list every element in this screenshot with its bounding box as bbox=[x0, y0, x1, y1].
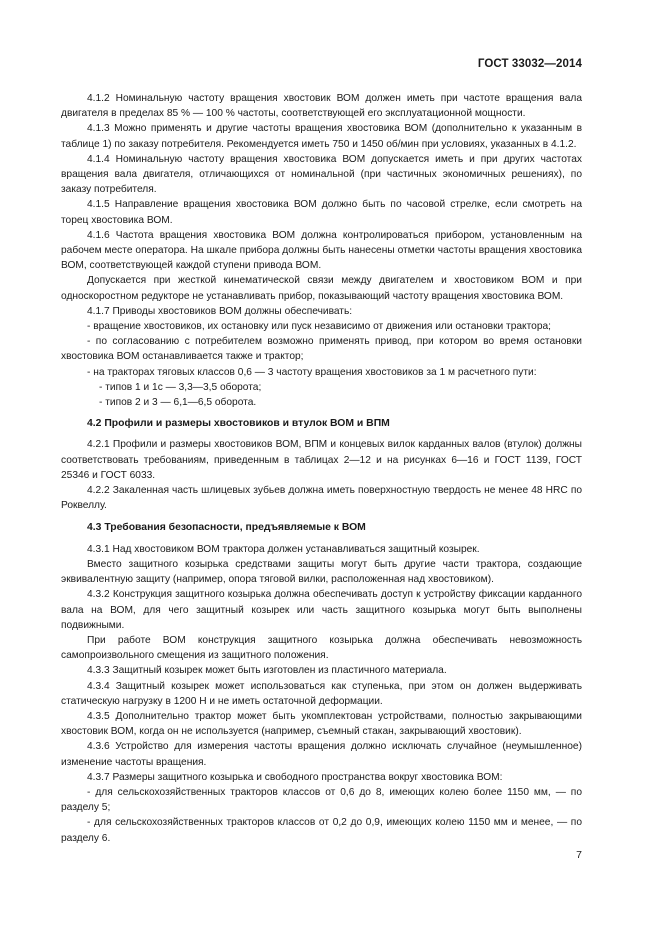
paragraph-4-2-2: 4.2.2 Закаленная часть шлицевых зубьев должна иметь поверхностную твердость не менее 48 HRC по Роквеллу. bbox=[61, 485, 582, 512]
list-item: - вращение хвостовиков, их остановку или пуск независимо от движения или остановки трактора; bbox=[87, 321, 552, 333]
paragraph-4-3-5: 4.3.5 Дополнительно трактор может быть укомплектован устройствами, полностью закрывающими хвостовик ВОМ, когда он не используется (например, съемный стакан, закрывающий хвостовик). bbox=[61, 710, 582, 738]
list-item: - для сельскохозяйственных тракторов классов от 0,6 до 8, имеющих колею более 1150 мм, — по разделу 5; bbox=[61, 786, 582, 814]
list-item: - по согласованию с потребителем возможно применять привод, при котором во время остановки хвостовика ВОМ останавливается также и трактор; bbox=[61, 336, 582, 363]
paragraph-4-1-7: 4.1.7 Приводы хвостовиков ВОМ должны обеспечивать: bbox=[87, 305, 353, 317]
sub-list-item: - типов 1 и 1с — 3,3—3,5 оборота; bbox=[99, 381, 262, 393]
page-number: 7 bbox=[576, 849, 582, 861]
paragraph-4-2-1: 4.2.1 Профили и размеры хвостовиков ВОМ, ВПМ и концевых вилок карданных валов (втулок) должны соответствовать требованиям, приведенным в таблицах 2—12 и на рисунках 6—16 и ГОСТ 1139, ГОСТ 25346 и ГОСТ 6033. bbox=[61, 439, 582, 481]
paragraph-4-1-2: 4.1.2 Номинальную частоту вращения хвостовик ВОМ должен иметь при частоте вращения вала двигателя в пределах 85 % — 100 % частоты, соответствующей его эксплуатационной мощности. bbox=[61, 93, 582, 120]
sub-list-item: - типов 2 и 3 — 6,1—6,5 оборота. bbox=[99, 397, 257, 409]
paragraph-4-3-2-note: При работе ВОМ конструкция защитного козырька должна обеспечивать невозможность самопроизвольного смещения из защитного положения. bbox=[61, 634, 582, 662]
paragraph-4-3-1: 4.3.1 Над хвостовиком ВОМ трактора должен устанавливаться защитный козырек. bbox=[87, 543, 480, 555]
paragraph-4-3-2: 4.3.2 Конструкция защитного козырька должна обеспечивать доступ к устройству фиксации карданного вала на ВОМ, для чего защитный козырек или часть защитного козырька могут быть выполнены подвижными. bbox=[61, 589, 582, 631]
document-body bbox=[61, 91, 582, 846]
paragraph-4-3-4: 4.3.4 Защитный козырек может использоваться как ступенька, при этом он должен выдерживать статическую нагрузку в 1200 Н и не иметь остаточной деформации. bbox=[61, 680, 582, 707]
section-heading-4-3: 4.3 Требования безопасности, предъявляемые к ВОМ bbox=[87, 522, 366, 534]
paragraph-4-3-6: 4.3.6 Устройство для измерения частоты вращения должно исключать случайное (неумышленное) изменение частоты вращения. bbox=[61, 741, 582, 768]
paragraph-4-1-6: 4.1.6 Частота вращения хвостовика ВОМ должна контролироваться прибором, установленным на рабочем месте оператора. На шкале прибора должны быть нанесены отметки частоты вращения хвостовика ВОМ, соответствующей каждой ступени привода ВОМ. bbox=[61, 229, 582, 272]
paragraph-4-1-3: 4.1.3 Можно применять и другие частоты вращения хвостовика ВОМ (дополнительно к указанным в таблице 1) по заказу потребителя. Рекомендуется иметь 750 и 1450 об/мин при условиях, указанных в 4.1.2. bbox=[61, 123, 582, 150]
paragraph-4-3-1-note: Вместо защитного козырька средствами защиты могут быть другие части трактора, создающие эквивалентную защиту (например, опора тяговой вилки, расположенная над хвостовиком). bbox=[61, 558, 582, 586]
list-item: - для сельскохозяйственных тракторов классов от 0,2 до 0,9, имеющих колею 1150 мм и менее, — по разделу 6. bbox=[61, 817, 582, 844]
section-heading-4-2: 4.2 Профили и размеры хвостовиков и втулок ВОМ и ВПМ bbox=[87, 418, 390, 430]
paragraph-4-1-4: 4.1.4 Номинальную частоту вращения хвостовика ВОМ допускается иметь и при других частотах вращения вала двигателя, отличающихся от номинальной (при частичных экономичных решениях), по заказу потребителя. bbox=[61, 153, 582, 196]
paragraph-4-1-6-note: Допускается при жесткой кинематической связи между двигателем и хвостовиком ВОМ и при односкоростном редукторе не устанавливать прибор, показывающий частоту вращения хвостовика ВОМ. bbox=[61, 275, 582, 302]
paragraph-4-3-3: 4.3.3 Защитный козырек может быть изготовлен из пластичного материала. bbox=[87, 665, 447, 677]
paragraph-4-3-7: 4.3.7 Размеры защитного козырька и свободного пространства вокруг хвостовика ВОМ: bbox=[87, 771, 503, 783]
document-id: ГОСТ 33032—2014 bbox=[477, 58, 582, 70]
paragraph-4-1-5: 4.1.5 Направление вращения хвостовика ВОМ должно быть по часовой стрелке, если смотреть на торец хвостовика ВОМ. bbox=[61, 199, 582, 226]
list-item: - на тракторах тяговых классов 0,6 — 3 частоту вращения хвостовиков за 1 м расчетного пути: bbox=[87, 366, 537, 378]
